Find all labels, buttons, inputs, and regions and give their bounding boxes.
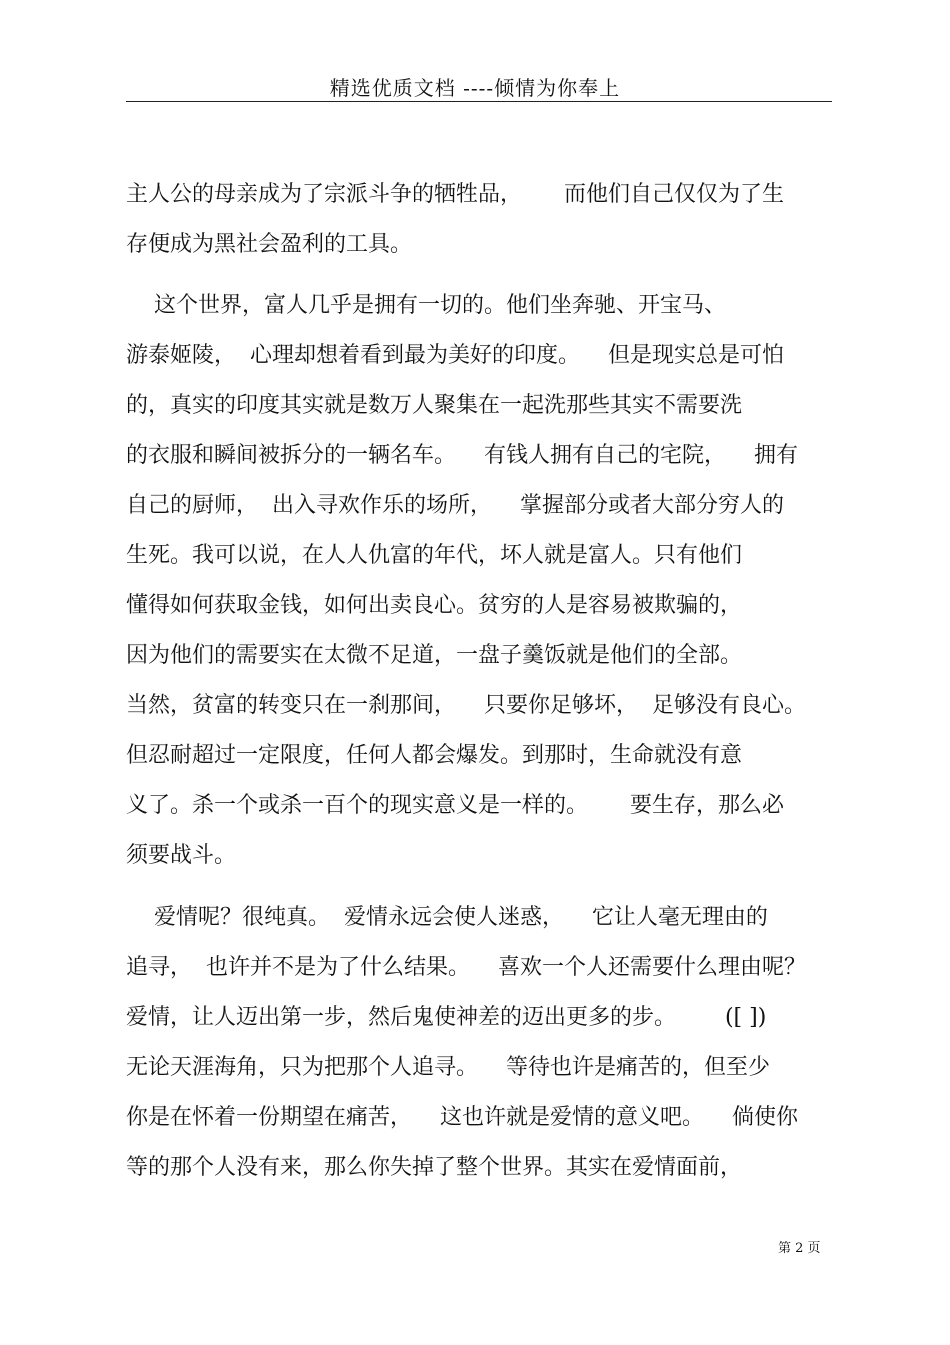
body-line: 爱情呢？很纯真。 爱情永远会使人迷惑， 它让人毫无理由的	[126, 905, 768, 930]
body-line: 主人公的母亲成为了宗派斗争的牺牲品， 而他们自己仅仅为了生	[126, 182, 784, 207]
body-line: 的，真实的印度其实就是数万人聚集在一起洗那些其实不需要洗	[126, 393, 743, 418]
page-header-title: 精选优质文档 ----倾情为你奉上	[329, 76, 621, 100]
body-line: 懂得如何获取金钱，如何出卖良心。贫穷的人是容易被欺骗的，	[126, 593, 743, 618]
body-line: 等的那个人没有来，那么你失掉了整个世界。其实在爱情面前，	[126, 1155, 743, 1180]
body-line: 须要战斗。	[126, 843, 237, 868]
body-line: 但忍耐超过一定限度，任何人都会爆发。到那时，生命就没有意	[126, 743, 743, 768]
body-line: 无论天涯海角，只为把那个人追寻。 等待也许是痛苦的，但至少	[126, 1055, 770, 1080]
body-line: 游泰姬陵， 心理却想着看到最为美好的印度。 但是现实总是可怕	[126, 343, 784, 368]
body-line: 自己的厨师， 出入寻欢作乐的场所， 掌握部分或者大部分穷人的	[126, 493, 784, 518]
body-line: 生死。我可以说，在人人仇富的年代，坏人就是富人。只有他们	[126, 543, 743, 568]
header-rule	[126, 101, 832, 102]
page-number: 第 2 页	[778, 1241, 821, 1256]
body-line: 因为他们的需要实在太微不足道，一盘子羹饭就是他们的全部。	[126, 643, 743, 668]
body-line: 存便成为黑社会盈利的工具。	[126, 232, 413, 257]
body-line: 追寻， 也许并不是为了什么结果。 喜欢一个人还需要什么理由呢？	[126, 955, 806, 980]
body-line: 你是在怀着一份期望在痛苦， 这也许就是爱情的意义吧。 倘使你	[126, 1105, 798, 1130]
body-line: 爱情，让人迈出第一步，然后鬼使神差的迈出更多的步。 ([ ])	[126, 1005, 767, 1030]
body-line: 当然，贫富的转变只在一刹那间， 只要你足够坏， 足够没有良心。	[126, 693, 806, 718]
body-line: 这个世界，富人几乎是拥有一切的。他们坐奔驰、开宝马、	[126, 293, 726, 318]
body-line: 义了。杀一个或杀一百个的现实意义是一样的。 要生存，那么必	[126, 793, 784, 818]
body-line: 的衣服和瞬间被拆分的一辆名车。 有钱人拥有自己的宅院， 拥有	[126, 443, 798, 468]
